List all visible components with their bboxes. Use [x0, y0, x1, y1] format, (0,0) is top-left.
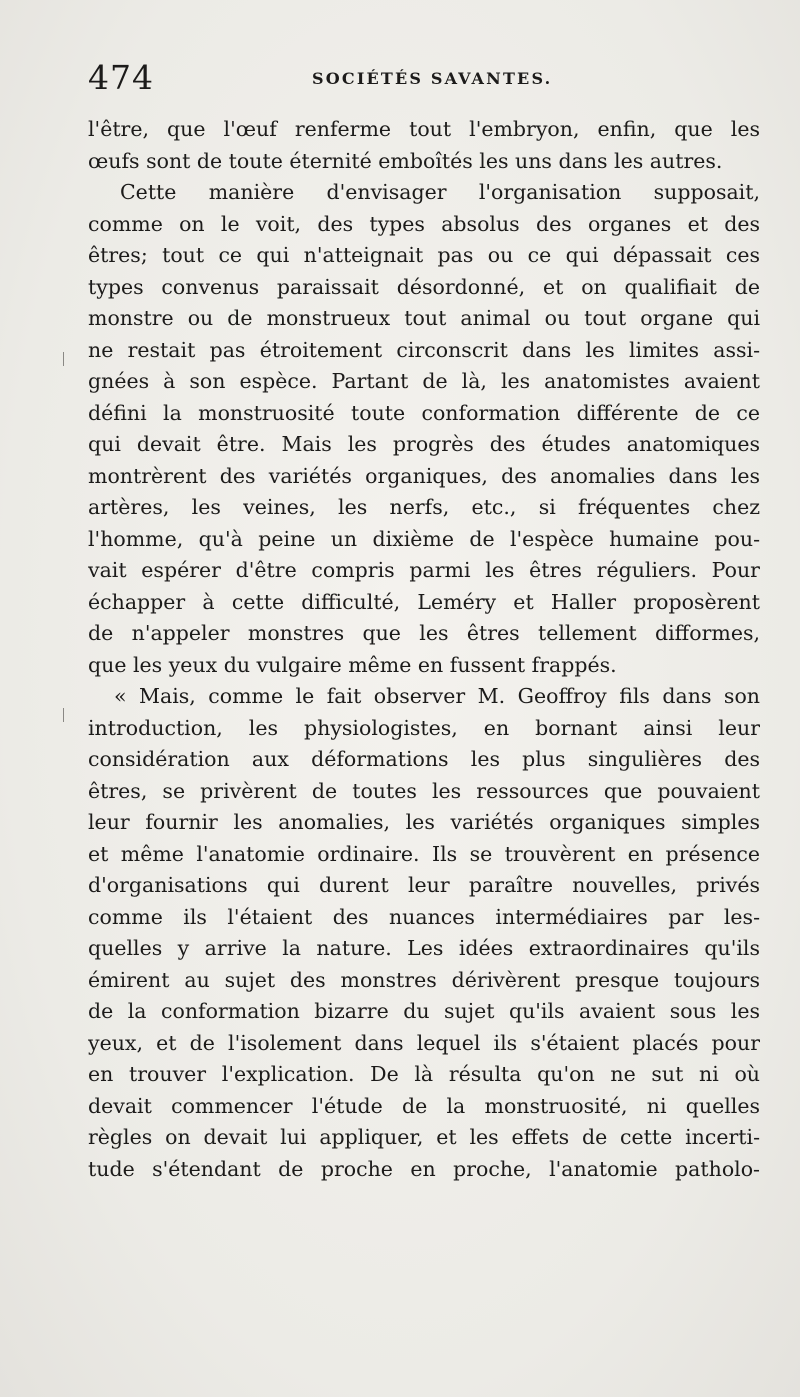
text-line: de n'appeler monstres que les êtres tellement difformes,: [88, 621, 760, 645]
body-text: [88, 114, 760, 1185]
text-line: tude s'étendant de proche en proche, l'anatomie patholo-: [88, 1156, 760, 1181]
text-line: montrèrent des variétés organiques, des anomalies dans les: [88, 463, 760, 488]
text-line: artères, les veines, les nerfs, etc., si fréquentes chez: [88, 495, 760, 519]
text-line: comme on le voit, des types absolus des organes et des: [88, 211, 760, 236]
text-line: « Mais, comme le fait observer M. Geoffroy fils dans son: [114, 684, 760, 708]
text-line: l'homme, qu'à peine un dixième de l'espèce humaine pou-: [88, 526, 760, 551]
text-line: gnées à son espèce. Partant de là, les anatomistes avaient: [88, 369, 760, 393]
text-line: et même l'anatomie ordinaire. Ils se trouvèrent en présence: [88, 841, 760, 866]
page-number: 474: [88, 58, 154, 97]
text-line: quelles y arrive la nature. Les idées extraordinaires qu'ils: [88, 936, 760, 960]
text-line: êtres; tout ce qui n'atteignait pas ou ce qui dépassait ces: [88, 243, 760, 267]
text-line: émirent au sujet des monstres dérivèrent presque toujours: [88, 967, 760, 992]
text-line: échapper à cette difficulté, Leméry et Haller proposèrent: [88, 589, 760, 614]
margin-mark: [63, 352, 64, 366]
text-line: d'organisations qui durent leur paraître nouvelles, privés: [88, 873, 760, 897]
text-line: que les yeux du vulgaire même en fussent frappés.: [88, 652, 617, 677]
text-line: leur fournir les anomalies, les variétés organiques simples: [88, 810, 760, 834]
text-line: en trouver l'explication. De là résulta qu'on ne sut ni où: [88, 1062, 760, 1086]
text-line: êtres, se privèrent de toutes les ressources que pouvaient: [88, 778, 760, 803]
running-head: SOCIÉTÉS SAVANTES.: [312, 69, 553, 88]
text-line: monstre ou de monstrueux tout animal ou tout organe qui: [88, 306, 760, 330]
text-line: considération aux déformations les plus singulières des: [88, 747, 760, 771]
text-line: l'être, que l'œuf renferme tout l'embryon, enfin, que les: [88, 117, 760, 141]
text-line: règles on devait lui appliquer, et les effets de cette incerti-: [88, 1125, 760, 1149]
text-line: ne restait pas étroitement circonscrit dans les limites assi-: [88, 337, 760, 362]
text-line: de la conformation bizarre du sujet qu'ils avaient sous les: [88, 999, 760, 1023]
page-header: [88, 58, 760, 98]
text-line: comme ils l'étaient des nuances intermédiaires par les-: [88, 904, 760, 929]
margin-mark: [63, 708, 64, 722]
text-line: devait commencer l'étude de la monstruosité, ni quelles: [88, 1093, 760, 1118]
text-line: qui devait être. Mais les progrès des études anatomiques: [88, 432, 760, 456]
text-line: types convenus paraissait désordonné, et on qualifiait de: [88, 274, 760, 299]
text-line: Cette manière d'envisager l'organisation supposait,: [120, 180, 760, 204]
text-line: œufs sont de toute éternité emboîtés les uns dans les autres.: [88, 148, 723, 173]
text-line: défini la monstruosité toute conformation différente de ce: [88, 400, 760, 425]
text-line: yeux, et de l'isolement dans lequel ils s'étaient placés pour: [88, 1030, 760, 1055]
text-line: introduction, les physiologistes, en bornant ainsi leur: [88, 715, 760, 740]
text-line: vait espérer d'être compris parmi les êtres réguliers. Pour: [88, 558, 760, 582]
